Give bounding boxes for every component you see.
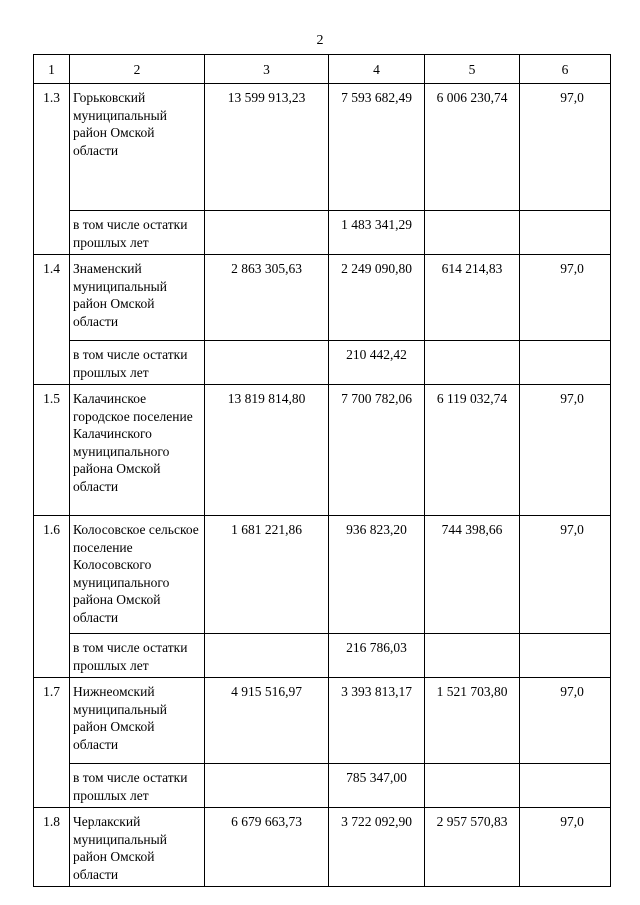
amount-col4: 7 700 782,06	[329, 385, 425, 516]
percent-col6-empty	[520, 634, 611, 678]
amount-col5: 614 214,83	[425, 255, 520, 341]
column-header: 5	[425, 55, 520, 84]
table-row	[34, 516, 611, 634]
amount-col3-empty	[205, 634, 329, 678]
table-body	[34, 55, 611, 887]
column-header: 6	[520, 55, 611, 84]
row-number: 1.6	[34, 516, 70, 678]
amount-col4: 936 823,20	[329, 516, 425, 634]
percent-col6: 97,0	[520, 678, 611, 764]
table-row	[34, 255, 611, 341]
row-number: 1.5	[34, 385, 70, 516]
recipient-name: Калачинское городское поселение Калачинского муниципального района Омской области	[70, 385, 205, 516]
recipient-name: Колосовское сельское поселение Колосовского муниципального района Омской области	[70, 516, 205, 634]
amount-col5-empty	[425, 341, 520, 385]
amount-col5-empty	[425, 211, 520, 255]
row-number: 1.4	[34, 255, 70, 385]
percent-col6-empty	[520, 341, 611, 385]
subrow-amount-col4: 785 347,00	[329, 764, 425, 808]
amount-col4: 7 593 682,49	[329, 84, 425, 211]
amount-col4: 2 249 090,80	[329, 255, 425, 341]
subrow-amount-col4: 216 786,03	[329, 634, 425, 678]
subrow-label: в том числе остатки прошлых лет	[70, 634, 205, 678]
amount-col3: 2 863 305,63	[205, 255, 329, 341]
subrow-label: в том числе остатки прошлых лет	[70, 341, 205, 385]
amount-col5-empty	[425, 634, 520, 678]
table-row	[34, 808, 611, 887]
table-row	[34, 385, 611, 516]
table-row	[34, 84, 611, 211]
recipient-name: Черлакский муниципальный район Омской области	[70, 808, 205, 887]
amount-col4: 3 722 092,90	[329, 808, 425, 887]
percent-col6-empty	[520, 764, 611, 808]
amount-col3-empty	[205, 341, 329, 385]
page-number: 2	[316, 33, 324, 48]
table-row	[34, 678, 611, 764]
recipient-name: Нижнеомский муниципальный район Омской области	[70, 678, 205, 764]
column-header: 1	[34, 55, 70, 84]
percent-col6: 97,0	[520, 255, 611, 341]
amount-col5: 6 006 230,74	[425, 84, 520, 211]
header-row	[34, 55, 611, 84]
row-number: 1.3	[34, 84, 70, 255]
percent-col6: 97,0	[520, 385, 611, 516]
amount-col5: 1 521 703,80	[425, 678, 520, 764]
percent-col6: 97,0	[520, 84, 611, 211]
column-header: 4	[329, 55, 425, 84]
subrow-amount-col4: 1 483 341,29	[329, 211, 425, 255]
amount-col3-empty	[205, 764, 329, 808]
row-number: 1.8	[34, 808, 70, 887]
column-header: 2	[70, 55, 205, 84]
row-number: 1.7	[34, 678, 70, 808]
percent-col6-empty	[520, 211, 611, 255]
percent-col6: 97,0	[520, 808, 611, 887]
column-header: 3	[205, 55, 329, 84]
amount-col3: 6 679 663,73	[205, 808, 329, 887]
amount-col3: 13 819 814,80	[205, 385, 329, 516]
table-subrow	[34, 634, 611, 678]
amount-col3: 13 599 913,23	[205, 84, 329, 211]
percent-col6: 97,0	[520, 516, 611, 634]
amount-col3: 1 681 221,86	[205, 516, 329, 634]
subrow-label: в том числе остатки прошлых лет	[70, 211, 205, 255]
amount-col3: 4 915 516,97	[205, 678, 329, 764]
amount-col5: 2 957 570,83	[425, 808, 520, 887]
subrow-amount-col4: 210 442,42	[329, 341, 425, 385]
table-subrow	[34, 764, 611, 808]
table-subrow	[34, 211, 611, 255]
recipient-name: Знаменский муниципальный район Омской области	[70, 255, 205, 341]
amount-col4: 3 393 813,17	[329, 678, 425, 764]
amount-col5-empty	[425, 764, 520, 808]
amount-col5: 6 119 032,74	[425, 385, 520, 516]
table-subrow	[34, 341, 611, 385]
subrow-label: в том числе остатки прошлых лет	[70, 764, 205, 808]
amount-col5: 744 398,66	[425, 516, 520, 634]
recipient-name: Горьковский муниципальный район Омской области	[70, 84, 205, 211]
amount-col3-empty	[205, 211, 329, 255]
data-table	[33, 54, 611, 887]
